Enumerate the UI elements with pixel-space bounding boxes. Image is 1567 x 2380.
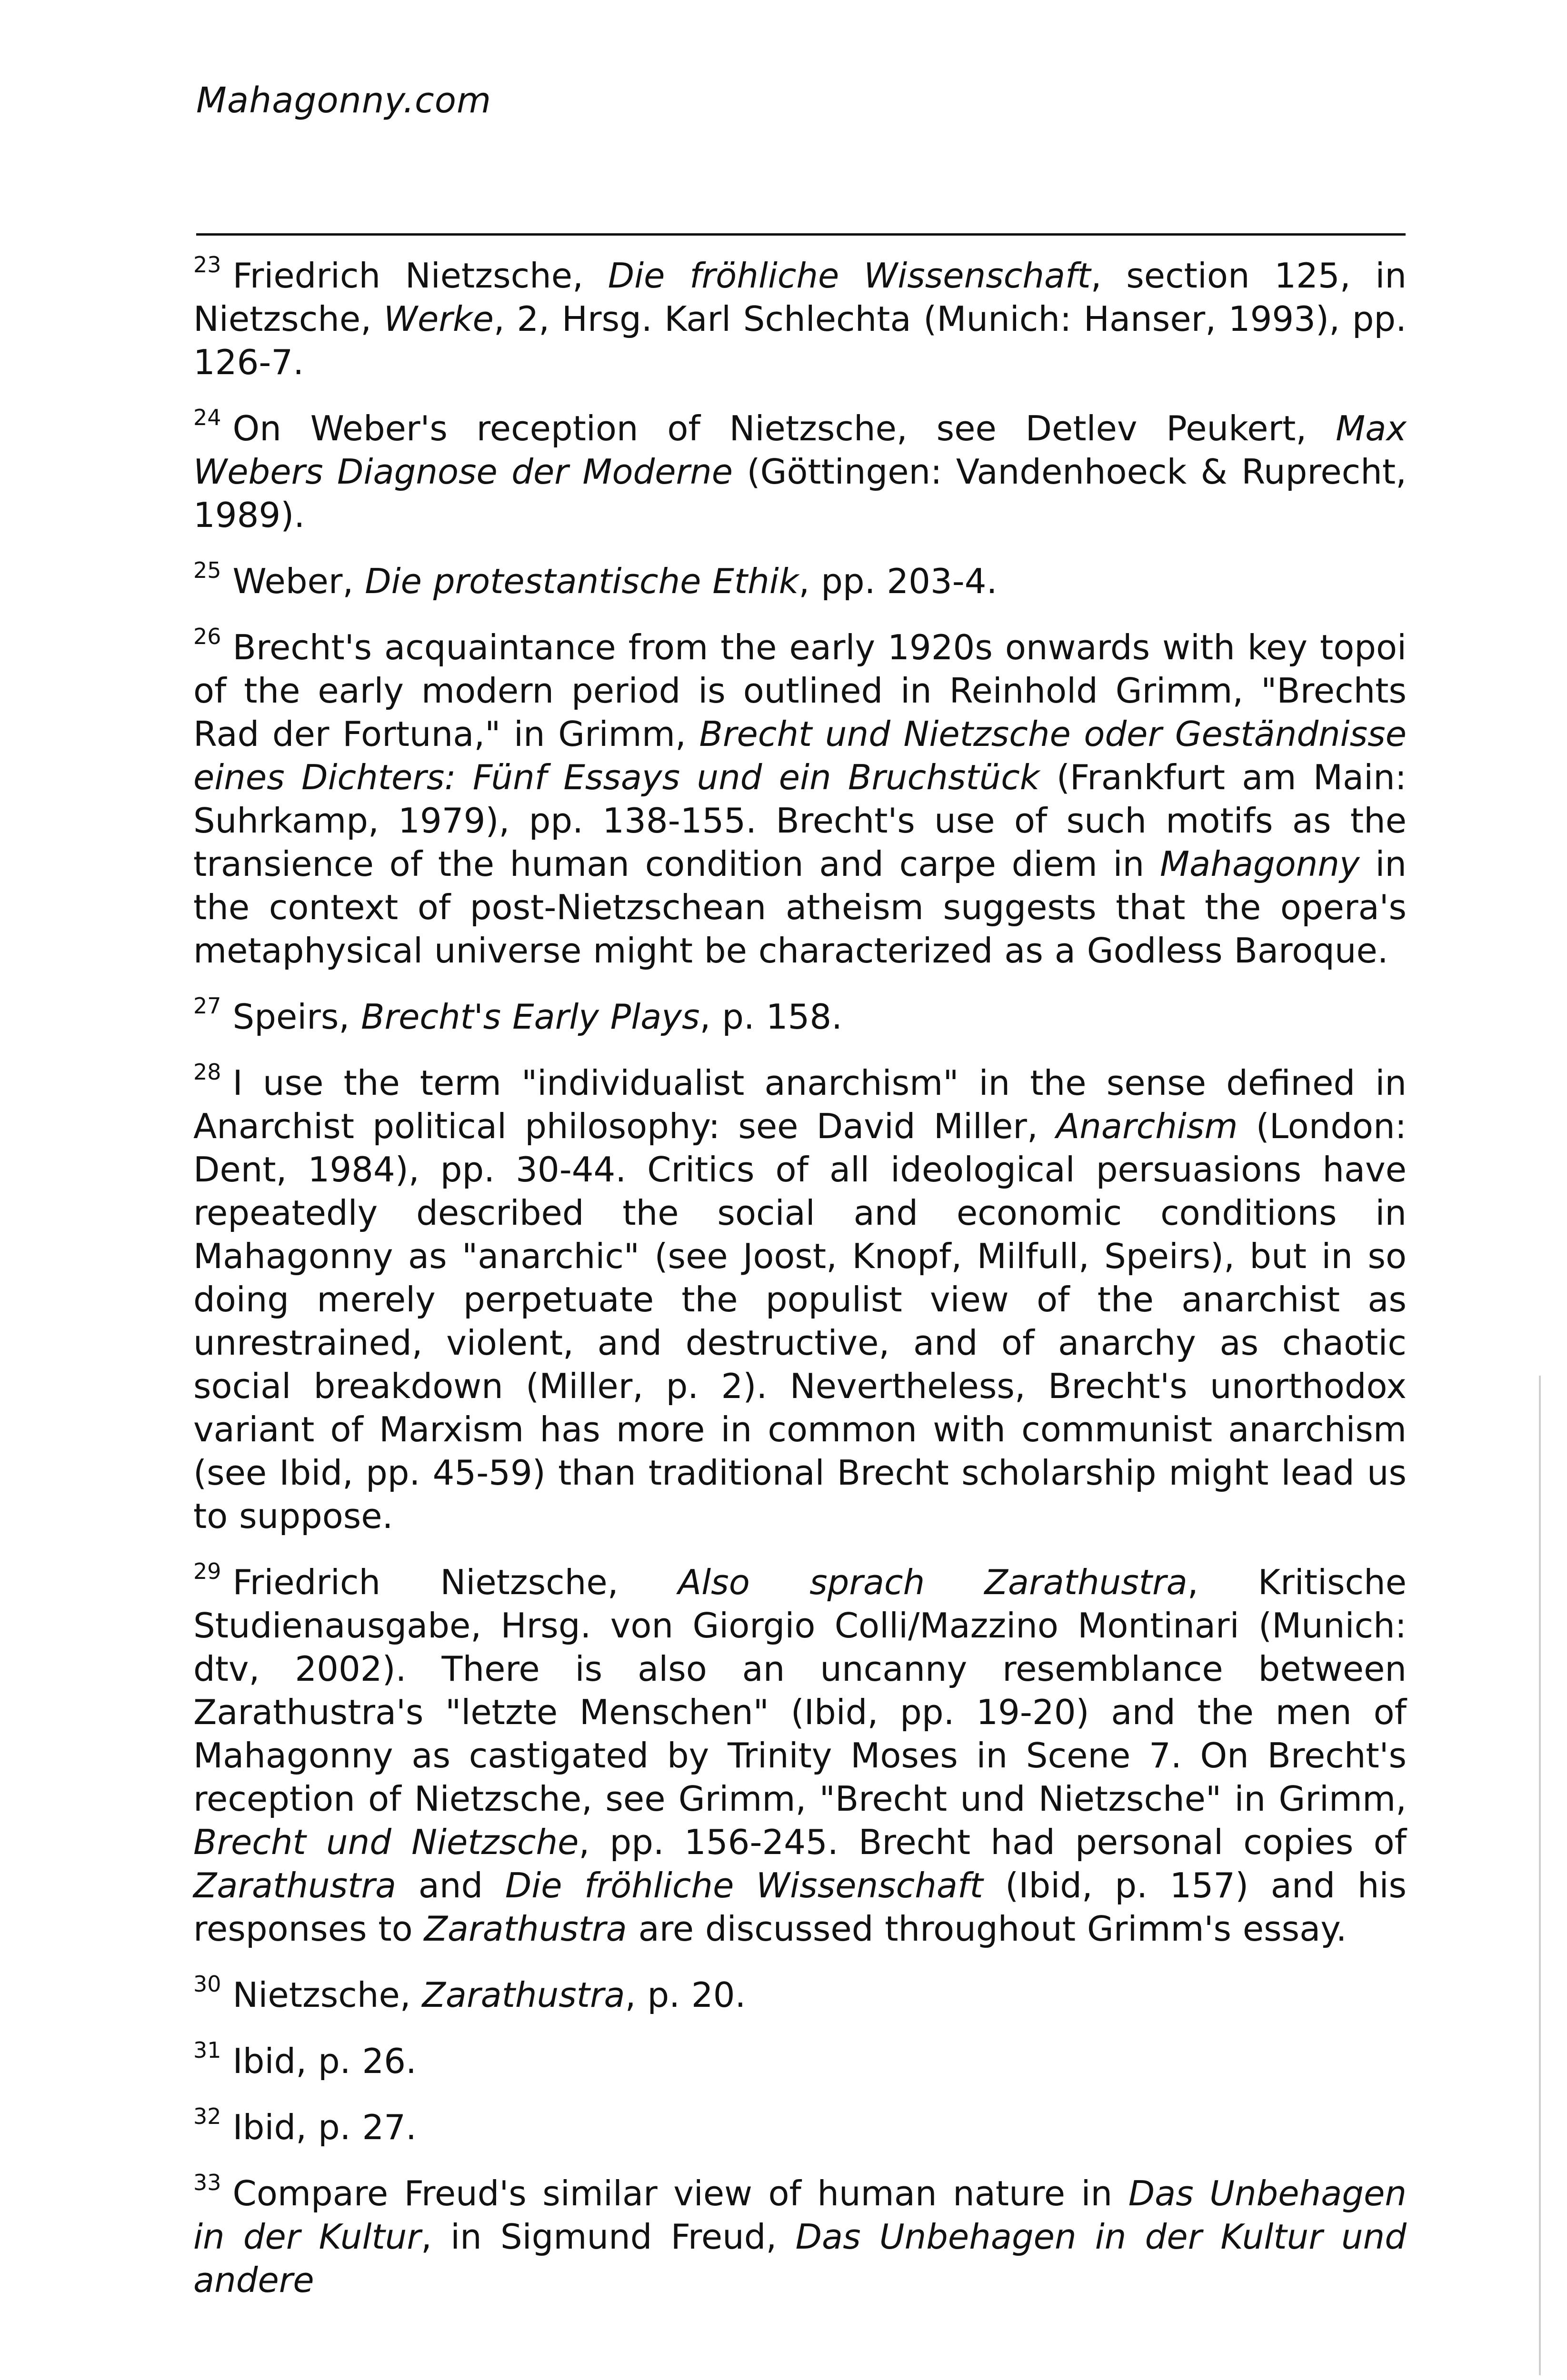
footnote-31 (193, 2037, 1407, 2083)
footnote-33 (193, 2169, 1407, 2302)
footnote-text: , section 125, in Nietzsche, (193, 256, 1407, 339)
footnote-number: 26 (193, 623, 221, 649)
footnote-title: Zarathustra (424, 1909, 627, 1949)
footnote-title: Die fröhliche Wissenschaft (505, 1865, 983, 1905)
footnote-text: , p. 20. (625, 1975, 746, 2015)
footnote-number: 33 (193, 2169, 221, 2195)
footnote-number: 23 (193, 251, 221, 278)
footnote-title: Brecht und Nietzsche (193, 1822, 579, 1862)
footnote-number: 28 (193, 1059, 221, 1085)
footnote-text: in the context of post-Nietzschean atheism suggests that the opera's metaphysical universe might be characterized as a Godless Baroque. (193, 844, 1407, 971)
footnote-text: Nietzsche, (232, 1975, 422, 2015)
footnote-27 (193, 992, 1407, 1039)
footnote-title: Brecht und Nietzsche oder Geständnisse eines Dichters: Fünf Essays und ein Bruchstück (193, 714, 1407, 797)
footnote-text: Compare Freud's similar view of human nature in (232, 2173, 1128, 2213)
footnote-title: Die fröhliche Wissenschaft (608, 256, 1091, 296)
footnote-text: , in Sigmund Freud, (421, 2217, 796, 2257)
footnote-text: On Weber's reception of Nietzsche, see Detlev Peukert, (232, 408, 1336, 448)
footnote-text: , p. 158. (699, 997, 843, 1037)
footnote-number: 24 (193, 404, 221, 430)
scan-edge-line (1539, 1376, 1541, 2375)
footnote-number: 25 (193, 557, 221, 583)
footnotes-list (193, 251, 1407, 2325)
footnote-text: Friedrich Nietzsche, (232, 1562, 678, 1602)
footnote-text: (Ibid, p. 157) and his responses to (193, 1865, 1407, 1949)
footnote-number: 29 (193, 1558, 221, 1584)
footnote-number: 31 (193, 2037, 221, 2063)
footnote-text: Friedrich Nietzsche, (232, 256, 608, 296)
footnote-title: Also sprach Zarathustra (678, 1562, 1188, 1602)
footnote-text: (Göttingen: Vandenhoeck & Ruprecht, 1989). (193, 452, 1407, 535)
footnote-text: Ibid, p. 27. (232, 2107, 417, 2147)
footnote-title: Zarathustra (422, 1975, 625, 2015)
footnote-title: Das Unbehagen in der Kultur (193, 2173, 1407, 2257)
footnote-title: Zarathustra (193, 1865, 397, 1905)
footnote-number: 32 (193, 2103, 221, 2129)
footnote-text: Ibid, p. 26. (232, 2041, 417, 2081)
footnote-text: (Frankfurt am Main: Suhrkamp, 1979), pp. 138-155. Brecht's use of such motifs as the transience of the human condition and carpe diem in (193, 757, 1407, 884)
footnote-title: Das Unbehagen in der Kultur und andere (193, 2217, 1407, 2300)
footnote-title: Mahagonny (1159, 844, 1360, 884)
footnote-29 (193, 1558, 1407, 1951)
running-head: Mahagonny.com (196, 80, 492, 121)
footnote-text: (London: Dent, 1984), pp. 30-44. Critics of all ideological persuasions have repeatedly described the social and economic conditions in Mahagonny as "anarchic" (see Joost, Knopf, Milfull, Speirs), but in so doing merely perpetuate the populist view of the anarchist as unrestrained, violent, and destructive, and of anarchy as chaotic social breakdown (Miller, p. 2). Nevertheless, Brecht's unorthodox variant of Marxism has more in common with communist anarchism (see Ibid, pp. 45-59) than traditional Brecht scholarship might lead us to suppose. (193, 1106, 1407, 1536)
footnote-title: Anarchism (1056, 1106, 1238, 1146)
footnote-25 (193, 557, 1407, 603)
footnote-24 (193, 404, 1407, 537)
footnote-23 (193, 251, 1407, 384)
footnote-number: 27 (193, 992, 221, 1019)
footnote-text: , Kritische Studienausgabe, Hrsg. von Giorgio Colli/Mazzino Montinari (Munich: dtv, 2002). There is also an uncanny resemblance between Zarathustra's "letzte Menschen" (Ibid, pp. 19-20) and the men of Mahagonny as castigated by Trinity Moses in Scene 7. On Brecht's reception of Nietzsche, see Grimm, "Brecht und Nietzsche" in Grimm, (193, 1562, 1407, 1819)
footnote-title: Max Webers Diagnose der Moderne (193, 408, 1407, 492)
footnote-28 (193, 1061, 1407, 1538)
footnote-text: I use the term "individualist anarchism" in the sense defined in Anarchist political philosophy: see David Miller, (193, 1063, 1407, 1146)
footnote-text: Speirs, (232, 997, 361, 1037)
footnote-rule (196, 233, 1406, 236)
footnote-text: , pp. 203-4. (798, 561, 998, 601)
footnote-text: , pp. 156-245. Brecht had personal copies of (579, 1822, 1407, 1862)
footnote-title: Werke (383, 299, 494, 339)
footnote-title: Die protestantische Ethik (365, 561, 799, 601)
footnote-text: Brecht's acquaintance from the early 1920s onwards with key topoi of the early modern period is outlined in Reinhold Grimm, "Brechts Rad der Fortuna," in Grimm, (193, 627, 1407, 754)
footnote-text: , 2, Hrsg. Karl Schlechta (Munich: Hanser, 1993), pp. 126-7. (193, 299, 1407, 382)
footnote-title: Brecht's Early Plays (361, 997, 700, 1037)
footnote-text: and (396, 1865, 505, 1905)
footnote-text: Weber, (232, 561, 365, 601)
footnote-26 (193, 623, 1407, 972)
footnote-number: 30 (193, 1971, 221, 1997)
footnote-text: are discussed throughout Grimm's essay. (627, 1909, 1347, 1949)
footnote-32 (193, 2103, 1407, 2149)
footnote-30 (193, 1973, 1407, 2017)
